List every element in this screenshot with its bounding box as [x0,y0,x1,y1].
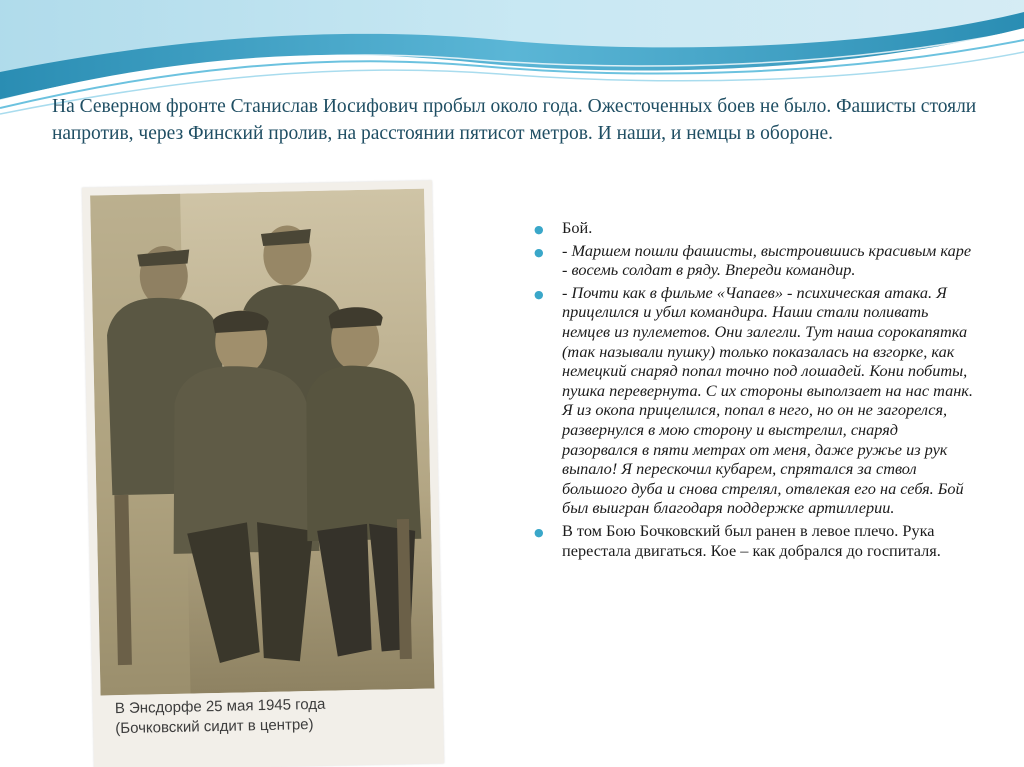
bullet-item [532,218,977,238]
page-title: На Северном фронте Станислав Иосифович пробыл около года. Ожесточенных боев не было. Фашисты стояли напротив, через Финский пролив, на расстоянии пятисот метров. И наши, и немцы в обороне. [52,96,977,144]
bullet-dot-icon: ● [534,287,544,301]
bullet-item [532,283,977,518]
bullet-text: - Маршем пошли фашисты, выстроившись красивым каре - восемь солдат в ряду. Впереди командир. [562,240,972,280]
historical-photo-card [82,180,444,767]
photo-caption-line2: (Бочковский сидит в центре) [115,715,314,738]
photo-caption-line1: В Энсдорфе 25 мая 1945 года [114,695,326,718]
bullet-text: В том Бою Бочковский был ранен в левое плечо. Рука перестала двигаться. Кое – как добрался до госпиталя. [562,520,941,560]
story-bullet-list [532,218,977,563]
soldiers-photo-image [90,189,434,696]
bullet-dot-icon: ● [534,223,544,236]
bullet-text: Бой. [562,218,593,237]
photo-caption [115,692,436,739]
bullet-item [532,241,977,280]
bullet-dot-icon: ● [534,525,544,539]
bullet-item [532,521,977,560]
bullet-text: - Почти как в фильме «Чапаев» - психическая атака. Я прицелился и убил командира. Наши стали поливать немцев из пулеметов. Они залегли. Тут наша сорокапятка (так называли пушку) только показалась на взгорке, как немецкий снаряд попал точно под лошадей. Кони побиты, пушка перевернута. С их стороны выползает на нас танк. Я из окопа прицелился, попал в него, но он не загорелся, развернулся в мою сторону и выстрелил, снаряд разорвался в пяти метрах от меня, даже ружье из рук выпало! Я перескочил кубарем, спрятался за ствол большого дуба и снова стрелял, отвлекая его на себя. Бой был выигран благодаря поддержке артиллерии. [562,282,973,518]
bullet-dot-icon: ● [534,245,544,259]
